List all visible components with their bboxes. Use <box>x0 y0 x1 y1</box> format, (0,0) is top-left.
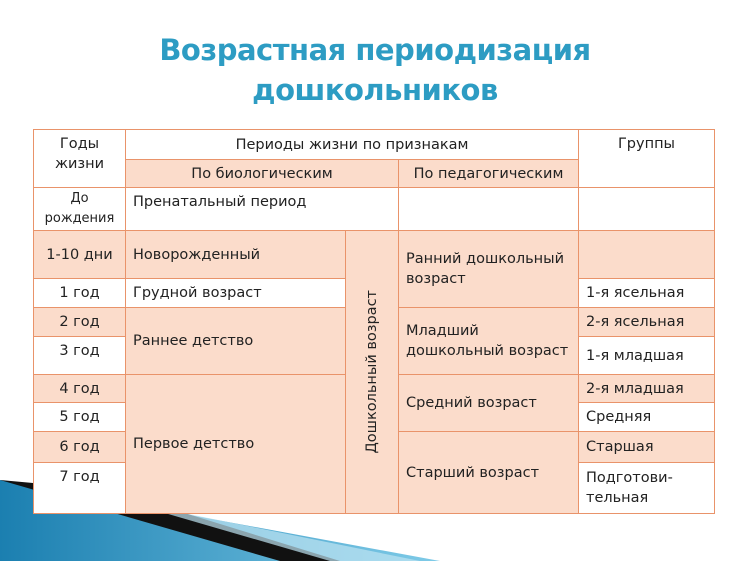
header-ped: По педагогическим <box>398 159 579 188</box>
group-cell: 2-я ясельная <box>578 307 715 337</box>
ped-cell: Старший возраст <box>398 431 579 514</box>
year-cell: 3 год <box>33 336 126 375</box>
group-cell: Подготови-тельная <box>578 462 715 514</box>
preschool-age-cell <box>345 230 399 514</box>
slide-title <box>0 30 750 110</box>
ped-cell: Ранний дошкольный возраст <box>398 230 579 308</box>
header-groups: Группы <box>578 129 715 188</box>
header-bio: По биологическим <box>125 159 399 188</box>
bio-cell: Пренатальный период <box>125 187 399 231</box>
group-cell: 1-я младшая <box>578 336 715 375</box>
year-cell: 1 год <box>33 278 126 308</box>
bio-cell: Раннее детство <box>125 307 346 375</box>
year-cell: 1-10 дни <box>33 230 126 279</box>
bio-cell: Грудной возраст <box>125 278 346 308</box>
preschool-age-label: Дошкольный возраст <box>364 290 380 454</box>
year-cell: 6 год <box>33 431 126 463</box>
ped-cell-empty <box>398 187 579 231</box>
header-periods: Периоды жизни по признакам <box>125 129 579 160</box>
ped-cell: Средний возраст <box>398 374 579 432</box>
year-cell: 5 год <box>33 402 126 432</box>
bio-cell: Новорожденный <box>125 230 346 279</box>
year-cell: 4 год <box>33 374 126 403</box>
year-cell: До рождения <box>33 187 126 231</box>
group-cell: 2-я младшая <box>578 374 715 403</box>
bio-cell: Первое детство <box>125 374 346 514</box>
group-cell: Старшая <box>578 431 715 463</box>
group-cell-empty <box>578 230 715 279</box>
group-cell: Средняя <box>578 402 715 432</box>
title-line-2: дошкольников <box>252 73 498 107</box>
header-years: Годы жизни <box>33 129 126 188</box>
year-cell: 2 год <box>33 307 126 337</box>
title-line-1: Возрастная периодизация <box>159 33 591 67</box>
group-cell-empty <box>578 187 715 231</box>
group-cell: 1-я ясельная <box>578 278 715 308</box>
year-cell: 7 год <box>33 462 126 514</box>
ped-cell: Младший дошкольный возраст <box>398 307 579 375</box>
